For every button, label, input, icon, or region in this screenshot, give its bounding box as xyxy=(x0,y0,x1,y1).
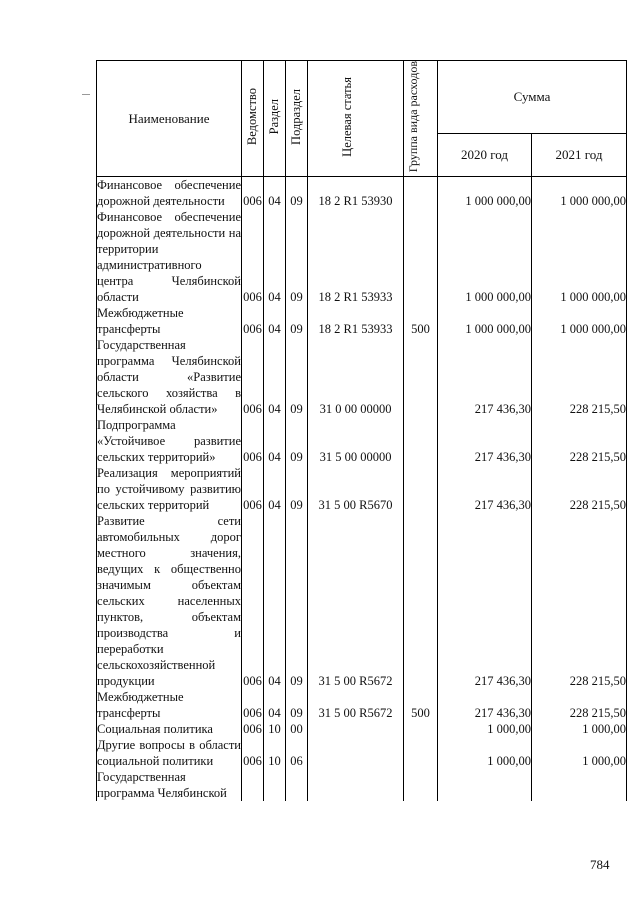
row-name: Развитие сети автомобильных дорог местного значения, ведущих к общественно значимым объектам сельских населенных пунктов, объектам производства и переработки сельскохозяйственной продукции xyxy=(97,514,241,689)
row-target xyxy=(308,769,404,801)
row-group: 500 xyxy=(404,689,438,721)
row-section: 10 xyxy=(264,721,286,737)
budget-table xyxy=(96,60,627,801)
row-group xyxy=(404,465,438,513)
header-expense-group: Группа вида расходов xyxy=(404,61,438,177)
row-target: 18 2 R1 53933 xyxy=(308,209,404,305)
row-2021: 1 000,00 xyxy=(532,737,627,769)
row-2021: 228 215,50 xyxy=(532,513,627,689)
row-subsection: 09 xyxy=(286,209,308,305)
row-2020: 1 000 000,00 xyxy=(438,177,532,210)
header-section: Раздел xyxy=(264,61,286,177)
row-target: 31 5 00 R5672 xyxy=(308,689,404,721)
row-section xyxy=(264,769,286,801)
table-row xyxy=(97,305,627,337)
row-target: 31 5 00 00000 xyxy=(308,417,404,465)
header-name: Наименование xyxy=(97,61,242,177)
row-name: Финансовое обеспечение дорожной деятельности xyxy=(97,178,241,209)
row-subsection: 09 xyxy=(286,305,308,337)
row-name: Реализация мероприятий по устойчивому развитию сельских территорий xyxy=(97,466,241,513)
row-name: Государственная программа Челябинской xyxy=(97,769,242,801)
page-number: 784 xyxy=(590,857,610,872)
table-body xyxy=(97,177,627,802)
row-subsection: 09 xyxy=(286,465,308,513)
row-subsection: 09 xyxy=(286,177,308,210)
row-dept: 006 xyxy=(242,513,264,689)
row-dept: 006 xyxy=(242,465,264,513)
row-section: 10 xyxy=(264,737,286,769)
row-2021: 228 215,50 xyxy=(532,337,627,417)
row-dept xyxy=(242,769,264,801)
row-2021: 228 215,50 xyxy=(532,417,627,465)
row-section: 04 xyxy=(264,305,286,337)
margin-mark xyxy=(82,94,90,95)
row-2020: 217 436,30 xyxy=(438,337,532,417)
row-subsection: 06 xyxy=(286,737,308,769)
row-target xyxy=(308,737,404,769)
row-dept: 006 xyxy=(242,417,264,465)
row-section: 04 xyxy=(264,209,286,305)
row-2021 xyxy=(532,769,627,801)
row-2020: 217 436,30 xyxy=(438,417,532,465)
row-dept: 006 xyxy=(242,337,264,417)
row-name: Финансовое обеспечение дорожной деятельности на территории административного центра Челябинской области xyxy=(97,210,241,305)
row-group xyxy=(404,417,438,465)
row-dept: 006 xyxy=(242,689,264,721)
row-target: 31 5 00 R5672 xyxy=(308,513,404,689)
row-group: 500 xyxy=(404,305,438,337)
row-name: Социальная политика xyxy=(97,721,242,737)
header-sum: Сумма xyxy=(438,61,627,134)
row-name: Государственная программа Челябинской области «Развитие сельского хозяйства в Челябинской области» xyxy=(97,338,241,417)
row-target: 18 2 R1 53930 xyxy=(308,177,404,210)
row-subsection: 09 xyxy=(286,417,308,465)
row-2020: 1 000,00 xyxy=(438,721,532,737)
header-year-2020: 2020 год xyxy=(438,134,532,177)
row-dept: 006 xyxy=(243,722,262,737)
row-subsection: 09 xyxy=(286,689,308,721)
table-row xyxy=(97,737,627,769)
row-name: Другие вопросы в области социальной политики xyxy=(97,738,241,769)
row-target: 31 5 00 R5670 xyxy=(308,465,404,513)
row-name: Межбюджетные трансферты xyxy=(97,689,242,721)
row-group xyxy=(404,769,438,801)
table-row xyxy=(97,417,627,465)
row-group xyxy=(404,177,438,210)
table-row xyxy=(97,337,627,417)
row-subsection xyxy=(286,769,308,801)
row-group xyxy=(404,513,438,689)
row-name: Подпрограмма «Устойчивое развитие сельских территорий» xyxy=(97,418,241,465)
row-2021: 228 215,50 xyxy=(532,689,627,721)
row-subsection: 09 xyxy=(286,337,308,417)
table-row xyxy=(97,689,627,721)
row-2021: 1 000,00 xyxy=(532,721,627,737)
table-row xyxy=(97,177,627,210)
row-section: 04 xyxy=(264,465,286,513)
row-group xyxy=(404,737,438,769)
row-dept: 006 xyxy=(242,737,264,769)
row-section: 04 xyxy=(264,417,286,465)
row-section: 04 xyxy=(264,689,286,721)
header-subsection: Подраздел xyxy=(286,61,308,177)
row-dept: 006 xyxy=(242,177,264,210)
header-year-2021: 2021 год xyxy=(532,134,627,177)
row-2020: 1 000 000,00 xyxy=(438,305,532,337)
row-2020: 1 000,00 xyxy=(438,737,532,769)
row-section: 04 xyxy=(264,177,286,210)
row-section: 04 xyxy=(264,337,286,417)
row-group xyxy=(404,209,438,305)
table-row xyxy=(97,721,627,737)
row-target: 18 2 R1 53933 xyxy=(308,305,404,337)
row-subsection: 00 xyxy=(286,721,308,737)
row-2021: 1 000 000,00 xyxy=(532,305,627,337)
table-row xyxy=(97,769,627,801)
header-target: Целевая статья xyxy=(308,61,404,177)
table-row xyxy=(97,465,627,513)
row-target xyxy=(308,721,404,737)
row-2020: 217 436,30 xyxy=(438,689,532,721)
row-2021: 228 215,50 xyxy=(532,465,627,513)
row-2021: 1 000 000,00 xyxy=(532,209,627,305)
row-2020: 1 000 000,00 xyxy=(438,209,532,305)
table-row xyxy=(97,513,627,689)
row-dept: 006 xyxy=(242,209,264,305)
row-2020 xyxy=(438,769,532,801)
row-target: 31 0 00 00000 xyxy=(308,337,404,417)
header-dept: Ведомство xyxy=(242,61,264,177)
row-2020: 217 436,30 xyxy=(438,513,532,689)
row-2021: 1 000 000,00 xyxy=(532,177,627,210)
row-subsection: 09 xyxy=(286,513,308,689)
row-name: Межбюджетные трансферты xyxy=(97,305,242,337)
row-section: 04 xyxy=(264,513,286,689)
row-group xyxy=(404,337,438,417)
row-group xyxy=(404,721,438,737)
table-row xyxy=(97,209,627,305)
row-dept: 006 xyxy=(242,305,264,337)
row-2020: 217 436,30 xyxy=(438,465,532,513)
